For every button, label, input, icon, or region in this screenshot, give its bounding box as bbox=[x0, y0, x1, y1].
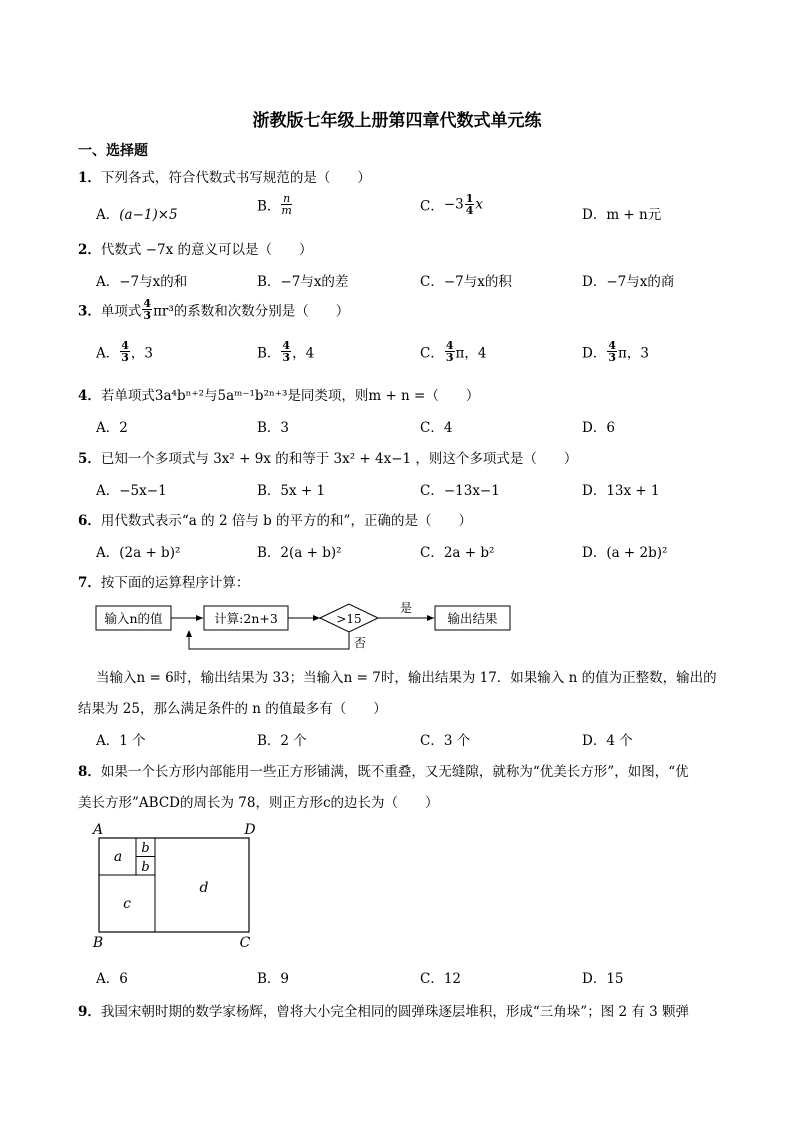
q1-option-b bbox=[257, 193, 293, 216]
flow-input-label: 输入n的值 bbox=[104, 611, 163, 626]
question-number: 5． bbox=[78, 451, 101, 467]
q4-option-a: A．2 bbox=[96, 420, 128, 436]
vertex-d-label: D bbox=[244, 822, 256, 838]
fraction bbox=[281, 193, 291, 216]
q3-option-c bbox=[420, 340, 486, 363]
q3-option-b bbox=[257, 340, 314, 363]
question-7 bbox=[78, 571, 249, 591]
flow-no-label: 否 bbox=[353, 636, 367, 650]
arrow-head-icon bbox=[427, 615, 434, 621]
arrow-head-icon bbox=[196, 615, 203, 621]
flow-decision-label: >15 bbox=[336, 612, 362, 626]
question-number: 2． bbox=[78, 242, 101, 258]
q7-option-c: C．3 个 bbox=[420, 733, 471, 749]
option-label: B． bbox=[257, 345, 281, 362]
option-label: A． bbox=[96, 345, 120, 362]
option-label: D． bbox=[582, 345, 607, 362]
numerator: 4 bbox=[121, 339, 129, 352]
square-b-bottom-label: b bbox=[141, 860, 150, 875]
q1-option-a bbox=[96, 203, 178, 223]
denominator: 4 bbox=[465, 204, 474, 217]
question-number: 4． bbox=[78, 388, 101, 404]
option-label: B． bbox=[257, 198, 281, 215]
question-stem: 若单项式3a⁴bⁿ⁺²与5aᵐ⁻¹b²ⁿ⁺³是同类项，则m + n =（ ） bbox=[100, 388, 480, 404]
denominator: m bbox=[281, 204, 292, 217]
option-tail: π，4 bbox=[455, 345, 487, 362]
fraction bbox=[142, 298, 152, 321]
question-stem: 已知一个多项式与 3x² + 9x 的和等于 3x² + 4x−1 ，则这个多项式是（ ） bbox=[100, 451, 578, 467]
question-number: 6． bbox=[78, 513, 101, 529]
flow-yes-label: 是 bbox=[399, 601, 413, 615]
fraction bbox=[607, 340, 617, 363]
q2-option-d: D．−7与x的商 bbox=[582, 274, 675, 290]
vertex-a-label: A bbox=[92, 822, 104, 838]
question-stem: 我国宋朝时期的数学家杨辉，曾将大小完全相同的圆弹珠逐层堆积，形成“三角垛”；图 2 有 3 颗弹 bbox=[100, 1004, 690, 1020]
rectangle-figure bbox=[88, 818, 268, 953]
question-stem: 代数式 −7x 的意义可以是（ ） bbox=[100, 242, 313, 258]
question-number: 1． bbox=[78, 170, 101, 186]
numerator: n bbox=[283, 192, 291, 205]
q1-option-d bbox=[582, 203, 661, 223]
q7-option-a: A．1 个 bbox=[96, 733, 146, 749]
vertex-b-label: B bbox=[92, 935, 104, 951]
numerator: 4 bbox=[282, 339, 291, 352]
option-label: C． bbox=[420, 198, 444, 215]
fraction bbox=[445, 340, 455, 363]
numerator: 4 bbox=[445, 339, 454, 352]
square-d-label: d bbox=[199, 880, 209, 896]
question-3 bbox=[78, 298, 349, 321]
arrow-head-icon bbox=[186, 630, 192, 637]
question-5 bbox=[78, 447, 577, 467]
fraction bbox=[281, 340, 291, 363]
q3-option-d bbox=[582, 340, 649, 363]
flow-output-label: 输出结果 bbox=[447, 611, 498, 626]
square-b-top-label: b bbox=[141, 841, 150, 856]
variable: x bbox=[475, 196, 484, 213]
q4-option-b: B．3 bbox=[257, 420, 290, 436]
section-heading: 一、选择题 bbox=[78, 143, 148, 159]
q6-option-b: B．2(a + b)² bbox=[257, 545, 342, 561]
q2-option-b: B．−7与x的差 bbox=[257, 274, 349, 290]
question-4 bbox=[78, 384, 479, 404]
question-number: 8． bbox=[78, 764, 101, 780]
question-stem-line-1: 如果一个长方形内部能用一些正方形铺满，既不重叠，又无缝隙，就称为“优美长方形”，如图，“优 bbox=[100, 764, 689, 780]
option-label: D． bbox=[582, 207, 607, 223]
q5-option-b: B．5x + 1 bbox=[257, 483, 326, 499]
question-2 bbox=[78, 238, 313, 258]
q4-option-d: D．6 bbox=[582, 420, 615, 436]
q6-option-c: C．2a + b² bbox=[420, 545, 495, 561]
square-c-label: c bbox=[123, 896, 131, 912]
question-8 bbox=[78, 760, 689, 780]
q7-option-d: D．4 个 bbox=[582, 733, 633, 749]
q2-option-c: C．−7与x的积 bbox=[420, 274, 512, 290]
option-tail: π，3 bbox=[617, 345, 649, 362]
option-tail: ，3 bbox=[130, 345, 153, 362]
option-label: A． bbox=[96, 207, 120, 223]
question-stem-post: πr³的系数和次数分别是（ ） bbox=[153, 303, 350, 320]
q8-option-c: C．12 bbox=[420, 971, 462, 987]
q1-option-c bbox=[420, 193, 483, 216]
page-title: 浙教版七年级上册第四章代数式单元练 bbox=[252, 111, 542, 131]
option-label: C． bbox=[420, 345, 444, 362]
q6-option-a: A．(2a + b)² bbox=[96, 545, 181, 561]
question-9 bbox=[78, 1000, 689, 1020]
question-stem: 按下面的运算程序计算： bbox=[100, 575, 250, 591]
coef: −3 bbox=[443, 196, 464, 213]
numerator: 4 bbox=[608, 339, 616, 352]
option-expr: m + n元 bbox=[606, 207, 662, 223]
numerator: 4 bbox=[143, 297, 152, 310]
question-stem-pre: 单项式 bbox=[100, 303, 142, 320]
question-stem: 下列各式，符合代数式书写规范的是（ ） bbox=[100, 170, 371, 186]
square-a-label: a bbox=[113, 849, 123, 865]
denominator: 3 bbox=[143, 309, 152, 322]
question-1 bbox=[78, 166, 371, 186]
numerator: 1 bbox=[465, 192, 474, 205]
flow-compute-label: 计算:2n+3 bbox=[214, 611, 278, 626]
question-stem: 用代数式表示“a 的 2 倍与 b 的平方的和”，正确的是（ ） bbox=[100, 513, 472, 529]
q5-option-c: C．−13x−1 bbox=[420, 483, 500, 499]
q6-option-d: D．(a + 2b)² bbox=[582, 545, 668, 561]
flowchart bbox=[90, 596, 520, 656]
question-number: 3． bbox=[78, 303, 101, 320]
q2-option-a: A．−7与x的和 bbox=[96, 274, 188, 290]
q8-option-d: D．15 bbox=[582, 971, 624, 987]
denominator: 3 bbox=[445, 351, 454, 364]
q7-paragraph-line-2: 结果为 25，那么满足条件的 n 的值最多有（ ） bbox=[78, 701, 387, 717]
option-expr: (a−1)×5 bbox=[119, 207, 178, 223]
denominator: 3 bbox=[282, 351, 291, 364]
q8-option-b: B．9 bbox=[257, 971, 290, 987]
fraction bbox=[465, 193, 475, 216]
question-number: 9． bbox=[78, 1004, 101, 1020]
question-number: 7． bbox=[78, 575, 101, 591]
q7-option-b: B．2 个 bbox=[257, 733, 307, 749]
flow-loop-line bbox=[189, 631, 349, 649]
q8-option-a: A．6 bbox=[96, 971, 128, 987]
denominator: 3 bbox=[121, 351, 129, 364]
q5-option-d: D．13x + 1 bbox=[582, 483, 660, 499]
q8-stem-line-2: 美长方形”ABCD的周长为 78，则正方形c的边长为（ ） bbox=[78, 795, 439, 811]
vertex-c-label: C bbox=[239, 935, 251, 951]
denominator: 3 bbox=[608, 351, 616, 364]
option-tail: ，4 bbox=[292, 345, 315, 362]
question-6 bbox=[78, 509, 472, 529]
q5-option-a: A．−5x−1 bbox=[96, 483, 167, 499]
fraction bbox=[120, 340, 130, 363]
q7-paragraph-line-1: 当输入n = 6时，输出结果为 33；当输入n = 7时，输出结果为 17．如果输入 n 的值为正整数，输出的 bbox=[96, 670, 717, 686]
q4-option-c: C．4 bbox=[420, 420, 453, 436]
q3-option-a bbox=[96, 340, 153, 363]
